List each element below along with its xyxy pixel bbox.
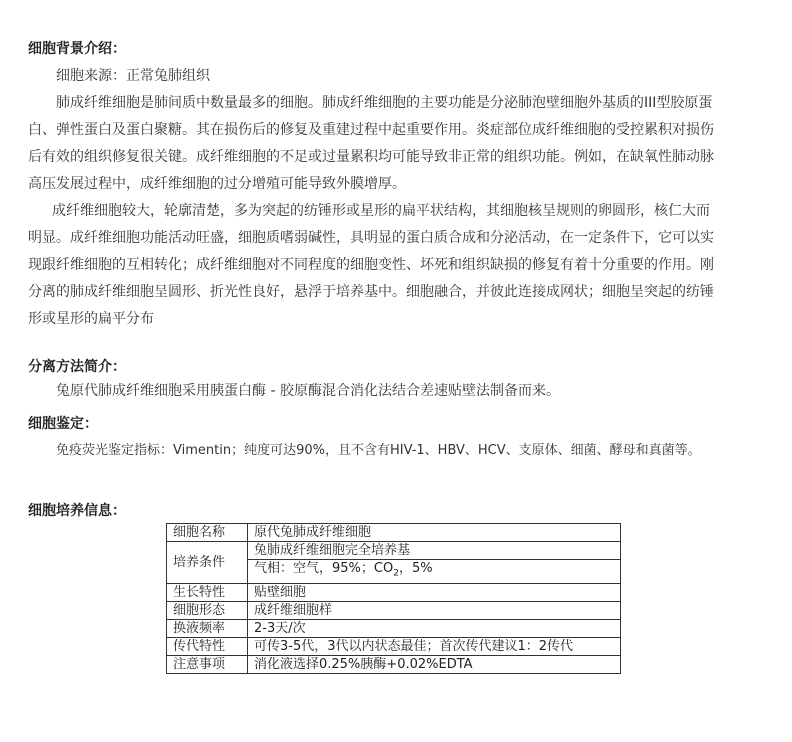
paragraph2-line: 成纤维细胞较大，轮廓清楚，多为突起的纺锤形或星形的扁平状结构，其细胞核呈规则的卵圆形，核仁大而 xyxy=(52,203,710,219)
table-key: 注意事项 xyxy=(167,655,248,673)
table-key: 培养条件 xyxy=(167,542,248,584)
table-key: 细胞名称 xyxy=(167,524,248,542)
table-value: 兔肺成纤维细胞完全培养基 xyxy=(248,542,621,560)
cell-background-heading: 细胞背景介绍： xyxy=(28,41,126,57)
gas-subscript: 2 xyxy=(393,568,399,579)
isolation-method-heading: 分离方法简介： xyxy=(28,359,126,375)
isolation-method-text xyxy=(28,378,776,405)
table-row xyxy=(167,601,621,619)
table-row xyxy=(167,542,621,560)
table-key: 细胞形态 xyxy=(167,601,248,619)
table-value: 消化液选择0.25%胰酶+0.02%EDTA xyxy=(248,655,621,673)
paragraph1-line: 白、弹性蛋白及蛋白聚糖。其在损伤后的修复及重建过程中起重要作用。炎症部位成纤维细胞的受控累积对损伤 xyxy=(28,122,714,138)
culture-info-table xyxy=(166,523,621,674)
table-value: 2-3天/次 xyxy=(248,619,621,637)
table-value: 成纤维细胞样 xyxy=(248,601,621,619)
cell-identification-heading: 细胞鉴定： xyxy=(28,416,98,432)
table-value: 原代兔肺成纤维细胞 xyxy=(248,524,621,542)
gas-suffix: ，5% xyxy=(398,561,433,576)
cell-identification-text xyxy=(28,437,776,464)
paragraph2-line: 现跟纤维细胞的互相转化；成纤维细胞对不同程度的细胞变性、坏死和组织缺损的修复有着十分重要的作用。刚 xyxy=(28,257,714,273)
paragraph2-line: 明显。成纤维细胞功能活动旺盛，细胞质嗜弱碱性，具明显的蛋白质合成和分泌活动，在一定条件下，它可以实 xyxy=(28,230,714,246)
table-value: 贴壁细胞 xyxy=(248,583,621,601)
table-row xyxy=(167,524,621,542)
cell-source-line: 细胞来源：正常兔肺组织 xyxy=(56,68,210,84)
paragraph2-line: 分离的肺成纤维细胞呈圆形、折光性良好，悬浮于培养基中。细胞融合，并彼此连接成网状；细胞呈突起的纺锤 xyxy=(28,284,714,300)
paragraph2-line: 形或星形的扁平分布 xyxy=(28,311,154,327)
table-key: 传代特性 xyxy=(167,637,248,655)
table-row xyxy=(167,619,621,637)
cell-identification-line: 免疫荧光鉴定指标：Vimentin；纯度可达90%，且不含有HIV-1、HBV、HCV、支原体、细菌、酵母和真菌等。 xyxy=(56,443,701,458)
table-row xyxy=(167,637,621,655)
table-row xyxy=(167,655,621,673)
table-row xyxy=(167,583,621,601)
culture-info-heading: 细胞培养信息： xyxy=(28,503,126,519)
table-key: 换液频率 xyxy=(167,619,248,637)
paragraph1-line: 高压发展过程中，成纤维细胞的过分增殖可能导致外膜增厚。 xyxy=(28,176,406,192)
table-value: 可传3-5代，3代以内状态最佳；首次传代建议1：2传代 xyxy=(248,637,621,655)
table-value-gas xyxy=(248,560,621,584)
table-key: 生长特性 xyxy=(167,583,248,601)
paragraph1-line: 后有效的组织修复很关键。成纤维细胞的不足或过量累积均可能导致非正常的组织功能。例如，在缺氧性肺动脉 xyxy=(28,149,714,165)
isolation-method-line: 兔原代肺成纤维细胞采用胰蛋白酶 - 胶原酶混合消化法结合差速贴壁法制备而来。 xyxy=(56,383,560,399)
cell-background-text xyxy=(28,63,776,333)
gas-prefix: 气相：空气，95%；CO xyxy=(254,561,394,576)
paragraph1-line: 肺成纤维细胞是肺间质中数量最多的细胞。肺成纤维细胞的主要功能是分泌肺泡壁细胞外基质的III型胶原蛋 xyxy=(56,95,713,111)
